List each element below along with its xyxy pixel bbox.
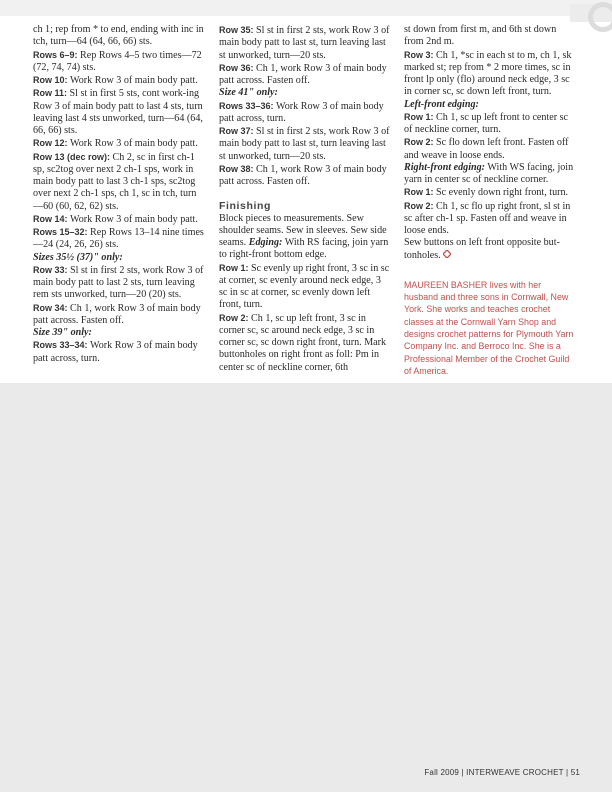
- col1-paragraph: [33, 87, 205, 137]
- col3-paragraph: [404, 111, 576, 137]
- top-strip: [0, 0, 612, 16]
- edging-text: With RS facing, join yarn to right-front bottom edge.: [219, 237, 389, 261]
- finishing-intro: Block pieces to measurements. Sew shoulder seams. Sew in sleeves. Sew side seams.: [219, 212, 387, 248]
- col1-paragraph: [33, 213, 205, 226]
- row-label: Row 35:: [219, 25, 257, 35]
- row-label: Row 33:: [33, 264, 71, 275]
- col1-paragraph: [33, 339, 205, 365]
- col2-paragraph: [219, 87, 391, 99]
- finishing-paragraph: [219, 312, 391, 374]
- paragraph-text: Work Row 3 of main body patt across, turn.: [219, 100, 384, 124]
- col3-paragraph: [404, 136, 576, 162]
- row-label: Row 34:: [33, 302, 71, 313]
- paragraph-text: Sc evenly up right front, 3 sc in sc at corner, sc evenly around neck edge, 3 sc in sc at corner, sc evenly down left front, turn.: [219, 262, 390, 311]
- col3-paragraph: [404, 237, 576, 262]
- paragraph-text: Ch 2, sc in first ch-1 sp, sc2tog over next 2 ch-1 sps, work in main body patt to last 3 ch-1 sps, sc2tog over next 2 ch-1 sps, ch 1, sc in tch, turn—60 (60, 62, 62) sts.: [33, 151, 197, 212]
- row-label: Row 12:: [33, 138, 71, 149]
- paragraph-text: ch 1; rep from * to end, ending with inc in tch, turn—64 (64, 66, 66) sts.: [33, 24, 204, 48]
- row-label: Row 37:: [219, 126, 257, 136]
- col1-paragraph: [33, 302, 205, 328]
- paragraph-text: Work Row 3 of main body patt.: [70, 138, 198, 150]
- paragraph-text: Sl st in first 2 sts, work Row 3 of main body patt to last st, turn leaving last st unworked, turn—20 sts.: [219, 25, 390, 61]
- row-label: Row 3:: [404, 49, 437, 60]
- row-label: Row 2:: [404, 137, 437, 148]
- paragraph-text: Ch 1, work Row 3 of main body patt across. Fasten off.: [33, 302, 201, 326]
- column-2: [219, 24, 391, 374]
- row-label: Rows 33–34:: [33, 340, 91, 351]
- col3-paragraph: [404, 200, 576, 238]
- row-label: Row 1:: [404, 187, 437, 198]
- col3-paragraph: [404, 49, 576, 99]
- background-panel: [0, 383, 612, 792]
- paragraph-text: Ch 1, sc up left front to center sc of neckline corner, turn.: [404, 111, 569, 135]
- column-3: [404, 24, 576, 377]
- paragraph-text: Sew buttons on left front opposite but-tonholes.: [404, 237, 560, 261]
- row-label: Row 1:: [404, 111, 437, 122]
- paragraph-text: Sc evenly down right front, turn.: [436, 187, 569, 199]
- row-label: Row 11:: [33, 88, 70, 99]
- finishing-paragraph: [219, 213, 391, 262]
- finishing-heading: Finishing: [219, 200, 272, 213]
- col1-paragraph: [33, 137, 205, 150]
- author-bio-text: lives with her husband and three sons in Cornwall, New York. She works and teaches crochet classes at the Cornwall Yarn Shop and designs crochet patterns for Plymouth Yarn Company Inc. and Berroco Inc. She is a Professional Member of the Crochet Guild of America.: [404, 279, 574, 376]
- paragraph-text: Ch 1, *sc in each st to m, ch 1, sk marked st; rep from * 2 more times, sc in front lp only (flo) around neck edge, 3 sc in corner sc, sc down left front, turn.: [404, 49, 572, 98]
- col2-paragraph: [219, 100, 391, 126]
- page-footer: Fall 2009 | INTERWEAVE CROCHET | 51: [424, 768, 580, 777]
- col1-paragraph: [33, 327, 205, 339]
- col1-paragraph: [33, 151, 205, 213]
- size-heading: Sizes 35½ (37)" only:: [33, 251, 123, 263]
- paragraph-text: Ch 1, sc flo up right front, sl st in sc after ch-1 sp. Fasten off and weave in loose ends.: [404, 200, 571, 236]
- row-label: Row 14:: [33, 213, 71, 224]
- col2-paragraph: [219, 24, 391, 62]
- row-label: Row 2:: [219, 312, 252, 323]
- paragraph-text: Sl st in first 2 sts, work Row 3 of main body patt to last 2 sts, turn leaving rem sts unworked, turn—20 (20) sts.: [33, 264, 204, 301]
- size-heading: Left-front edging:: [404, 98, 479, 110]
- size-heading: Right-front edging:: [404, 161, 486, 173]
- col3-paragraph: [404, 99, 576, 111]
- col1-paragraph: [33, 74, 205, 87]
- row-label: Rows 33–36:: [219, 100, 277, 111]
- col1-paragraph: [33, 24, 205, 49]
- finishing-paragraph: [219, 262, 391, 312]
- size-heading: Size 41" only:: [219, 87, 278, 99]
- col1-paragraph: [33, 49, 205, 75]
- row-label: Rows 6–9:: [33, 49, 81, 60]
- author-name: MAUREEN BASHER: [404, 279, 488, 290]
- paragraph-text: Rep Rows 4–5 two times—72 (72, 74, 74) sts.: [33, 49, 202, 73]
- edging-label: Edging:: [248, 237, 283, 248]
- paragraph-text: Sc flo down left front. Fasten off and weave in loose ends.: [404, 137, 569, 161]
- paragraph-text: With WS facing, join yarn in center sc of neckline corner.: [404, 161, 574, 185]
- paragraph-text: Rep Rows 13–14 nine times—24 (24, 26, 26) sts.: [33, 227, 204, 251]
- paragraph-text: Ch 1, sc up left front, 3 sc in corner sc, sc around neck edge, 3 sc in corner sc, sc down right front, turn. Mark buttonholes on right front as foll: Pm in center sc of neckline corner, 6th: [219, 312, 387, 373]
- col1-paragraph: [33, 252, 205, 264]
- row-label: Row 36:: [219, 62, 257, 73]
- row-label: Row 1:: [219, 262, 252, 273]
- paragraph-text: Sl st in first 2 sts, work Row 3 of main body patt to last st, turn leaving last st unworked, turn—20 sts.: [219, 126, 390, 162]
- paragraph-text: Work Row 3 of main body patt.: [70, 213, 198, 225]
- author-bio: [404, 279, 576, 377]
- paragraph-text: Sl st in first 5 sts, cont work-ing Row 3 of main body patt to last 4 sts, turn leaving last 4 sts unworked, turn—64 (64, 66, 66) sts.: [33, 88, 203, 136]
- row-label: Row 10:: [33, 75, 71, 85]
- corner-decoration-icon: [588, 2, 612, 32]
- paragraph-text: Work Row 3 of main body patt across, turn.: [33, 340, 198, 364]
- paragraph-text: Ch 1, work Row 3 of main body patt across. Fasten off.: [219, 163, 387, 187]
- col3-paragraph: [404, 162, 576, 187]
- end-mark-icon: [443, 250, 451, 258]
- col3-paragraph: [404, 186, 576, 199]
- col1-paragraph: [33, 264, 205, 302]
- col2-paragraph: [219, 163, 391, 189]
- col1-paragraph: [33, 226, 205, 252]
- paragraph-text: Ch 1, work Row 3 of main body patt across. Fasten off.: [219, 62, 387, 86]
- column-1: [33, 24, 205, 365]
- size-heading: Size 39" only:: [33, 327, 92, 338]
- col3-paragraph: [404, 24, 576, 49]
- paragraph-text: Work Row 3 of main body patt.: [70, 75, 198, 86]
- paragraph-text: st down from first m, and 6th st down from 2nd m.: [404, 24, 557, 48]
- row-label: Row 13 (dec row):: [33, 151, 113, 162]
- col2-paragraph: [219, 62, 391, 88]
- row-label: Row 2:: [404, 200, 437, 211]
- col2-paragraph: [219, 125, 391, 163]
- row-label: Row 38:: [219, 163, 257, 174]
- row-label: Rows 15–32:: [33, 227, 91, 237]
